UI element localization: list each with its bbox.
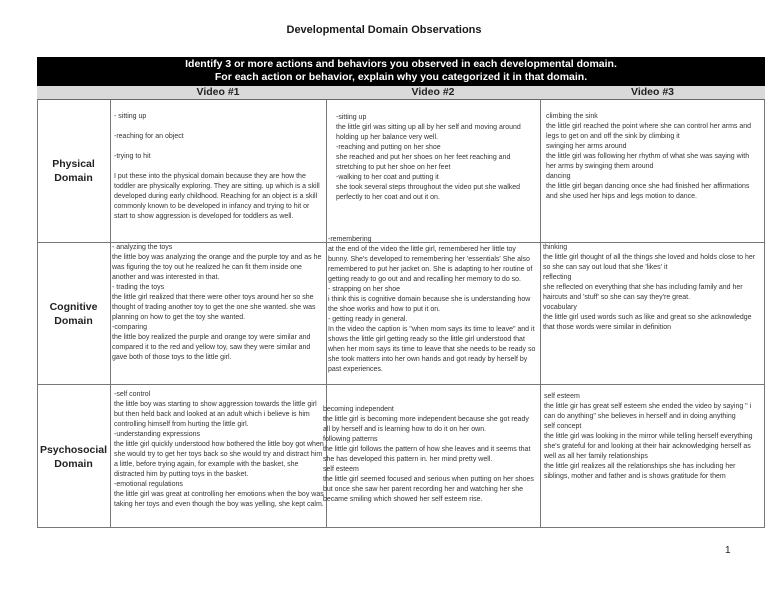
page-number: 1	[725, 545, 731, 556]
cell-physical-video-1: - sitting up -reaching for an object -trying to hit I put these into the physical domain because they are how the toddler are physically exploring. They are sitting. up which is a skill developed during early childhood. Reaching for an object is a skill commonly known to be developed in infancy and trying to hit or start to show aggression is developed for toddlers as well.	[114, 113, 320, 220]
cell-cognitive-video-2: -remembering at the end of the video the little girl, remembered her little toy bunny. She's developed to remembering her 'essentials' She also remembered to put her jacket on. She is adapting to her routine of getting ready to go out and and recalling her memory to do so. - strapping on her shoe i think this is cognitive domain because she is understanding how the shoe works and how to put it on. - getting ready in general. In the video the caption is "when mom says its time to leave" and it shows the little girl getting ready so the little girl understood that when her mom says its time to leave that she needs to be ready so she took matters into her own hands and got ready by herself by past experiences.	[328, 236, 536, 373]
instructions-banner	[37, 57, 765, 86]
cell-psychosocial-video-1: -self control the little boy was starting to show aggression towards the little girl but then held back and looked at an adult which i believe is him controlling himself from hurting the little girl. -understanding expressions the little girl quickly understood how bothered the little boy got when she would try to get her toys back so she would try and distract him a little, before trying again, for example with the basket, she distracted him by putting toys in the basket. -emotional regulations the little girl was great at controlling her emotions when the boy was taking her toys and even though the boy was yelling, she kept calm.	[114, 391, 324, 508]
cell-physical-video-2: -sitting up the little girl was sitting up all by her self and moving around holding up her balance very well. -reaching and putting on her shoe she reached and put her shoes on her feet reaching and stretching to put her shoe on her feet -walking to her coat and putting it she took several steps throughout the video put she walked perfectly to her coat and out it on.	[336, 114, 521, 201]
column-header-video-1: Video #1	[110, 86, 326, 100]
cell-psychosocial-video-2: becoming independent the little girl is becoming more independent because she got ready all by herself and is learning how to do it on her own. following patterns the little girl follows the pattern of how she leaves and it seems that she has developed this pattern in. her mind pretty well. self esteem the little girl seemed focused and serious when putting on her shoes but once she saw her parent recording her and watching her she became smiling which showed her self esteem rise.	[323, 406, 534, 503]
row-label-physical: Physical Domain	[52, 158, 95, 184]
instructions-line-1: Identify 3 or more actions and behaviors you observed in each developmental domain.	[185, 58, 617, 70]
cell-physical-video-3: climbing the sink the little girl reached the point where she can control her arms and legs to get on and off the sink by climbing it swinging her arms around the little girl was following her rhythm of what she was saying with her arms by swinging them around dancing the little girl began dancing once she had finished her affirmations and she used her hips and legs motion to dance.	[546, 113, 752, 200]
row-divider	[37, 527, 765, 528]
cell-cognitive-video-1: - analyzing the toys the little boy was analyzing the orange and the purple toy and as he was figuring the toy out he realized he can fit them inside one another and was interested in that. - trading the toys the little girl realized that there were other toys around her so she thought of trading another toy to get the one she wanted. she was planning on how to get the toy she wanted. -comparing the little boy realized the purple and orange toy were similar and compared it to the red and yellow toy, saw they were similar and gave both of those toys to the little girl.	[112, 244, 322, 361]
row-label-cognitive: Cognitive Domain	[49, 301, 98, 327]
grid-line	[540, 99, 541, 527]
row-label-psychosocial: Psychosocial Domain	[39, 444, 108, 470]
grid-line	[110, 99, 111, 527]
column-header-video-2: Video #2	[326, 86, 540, 100]
page-title: Developmental Domain Observations	[286, 24, 482, 36]
column-header-video-3: Video #3	[540, 86, 765, 100]
row-divider	[37, 384, 765, 385]
cell-psychosocial-video-3: self esteem the little gir has great self esteem she ended the video by saying " i can do anything" she believes in herself and in doing anything self concept the little girl was looking in the mirror while telling herself everything she's grateful for and looking at their hair acknowledging herself as well as all her family relationships the little girl realizes all the relationships she has including her siblings, mother and father and is shows gratitude for them	[544, 393, 753, 480]
grid-line	[764, 99, 765, 527]
instructions-line-2: For each action or behavior, explain why you categorized it in that domain.	[214, 71, 588, 83]
cell-cognitive-video-3: thinking the little girl thought of all the things she loved and holds close to her so she can say out loud that she 'likes' it reflecting she reflected on everything that she has including family and her haircuts and 'stuff' so she can say they're great. vocabulary the little girl used words such as like and great so she acknowledge that those words were similar in definition	[543, 244, 756, 331]
column-header-blank	[37, 86, 110, 100]
